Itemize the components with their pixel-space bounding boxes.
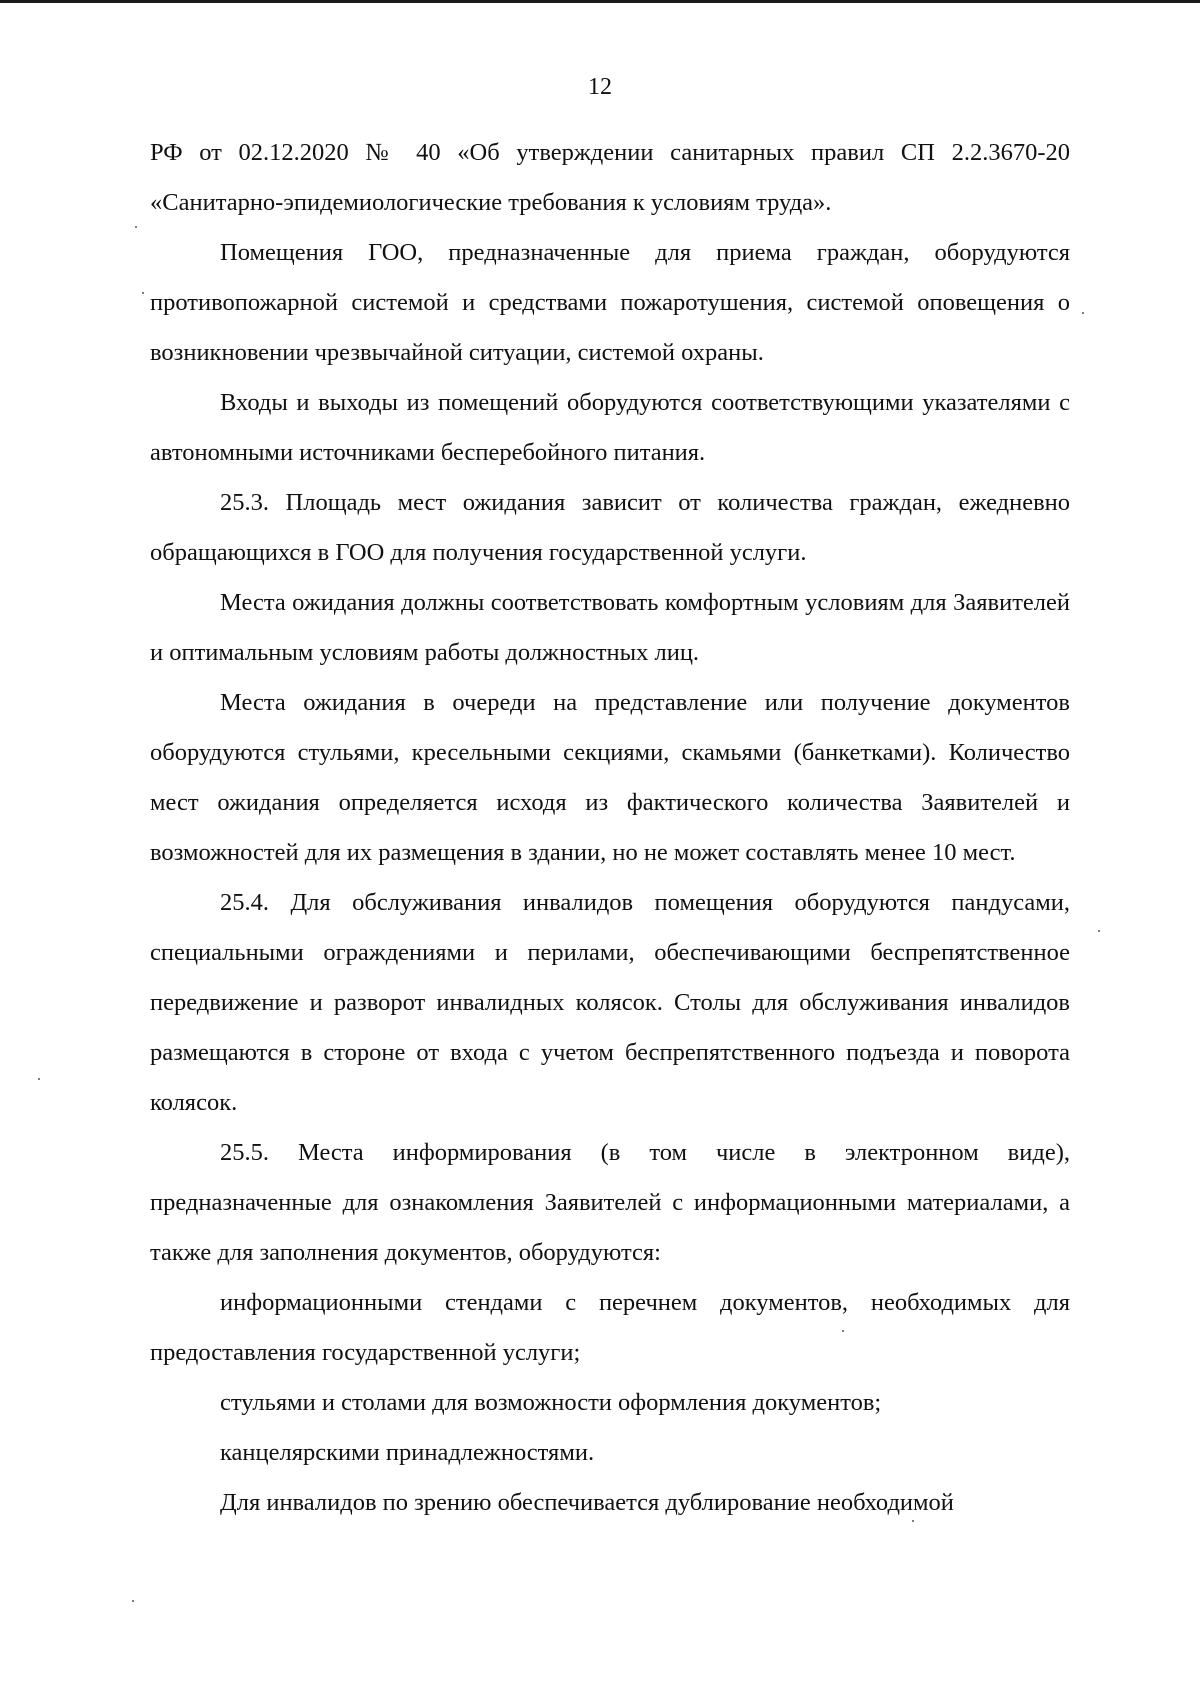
paragraph-25-5-information-places: 25.5. Места информирования (в том числе в электронном виде), предназначенные для ознакомления Заявителей с информационными материалами, а также для заполнения документов, оборудуются: — [150, 1139, 1070, 1266]
list-item-chairs-tables: стульями и столами для возможности оформления документов; — [220, 1389, 882, 1416]
scan-speck — [38, 1078, 40, 1080]
paragraph-25-4-disabled-access: 25.4. Для обслуживания инвалидов помещения оборудуются пандусами, специальными ограждениями и перилами, обеспечивающими беспрепятственное передвижение и разворот инвалидных колясок. Столы для обслуживания инвалидов размещаются в стороне от входа с учетом беспрепятственного подъезда и поворота колясок. — [150, 889, 1070, 1116]
top-border-line — [0, 0, 1200, 3]
paragraph-queue-seating: Места ожидания в очереди на представление или получение документов оборудуются стульями, кресельными секциями, скамьями (банкетками). Количество мест ожидания определяется исходя из фактического количества Заявителей и возможностей для их размещения в здании, но не может составлять менее 10 мест. — [150, 689, 1070, 866]
paragraph-25-3-waiting-area: 25.3. Площадь мест ожидания зависит от количества граждан, ежедневно обращающихся в ГОО для получения государственной услуги. — [150, 489, 1070, 566]
page-number: 12 — [588, 74, 612, 100]
scan-speck — [842, 1330, 844, 1332]
scan-speck — [1098, 930, 1100, 932]
scan-speck — [132, 1600, 134, 1602]
scan-speck — [1082, 312, 1084, 314]
paragraph-visually-impaired: Для инвалидов по зрению обеспечивается дублирование необходимой — [220, 1489, 954, 1516]
paragraph-premises-equipment: Помещения ГОО, предназначенные для приема граждан, оборудуются противопожарной системой и средствами пожаротушения, системой оповещения о возникновении чрезвычайной ситуации, системой охраны. — [150, 239, 1070, 366]
paragraph-entrances-exits: Входы и выходы из помещений оборудуются соответствующими указателями с автономными источниками бесперебойного питания. — [150, 389, 1070, 466]
paragraph-sanitary-rules-continuation: РФ от 02.12.2020 № 40 «Об утверждении санитарных правил СП 2.2.3670-20 «Санитарно-эпидемиологические требования к условиям труда». — [150, 139, 1070, 216]
list-item-stationery: канцелярскими принадлежностями. — [220, 1439, 595, 1466]
scan-speck — [135, 226, 137, 228]
paragraph-waiting-comfort: Места ожидания должны соответствовать комфортным условиям для Заявителей и оптимальным условиям работы должностных лиц. — [150, 589, 1070, 666]
scan-speck — [912, 1520, 914, 1522]
document-body — [150, 128, 1070, 1528]
scan-speck — [142, 292, 144, 294]
list-item-info-stands: информационными стендами с перечнем документов, необходимых для предоставления государственной услуги; — [150, 1289, 1070, 1366]
